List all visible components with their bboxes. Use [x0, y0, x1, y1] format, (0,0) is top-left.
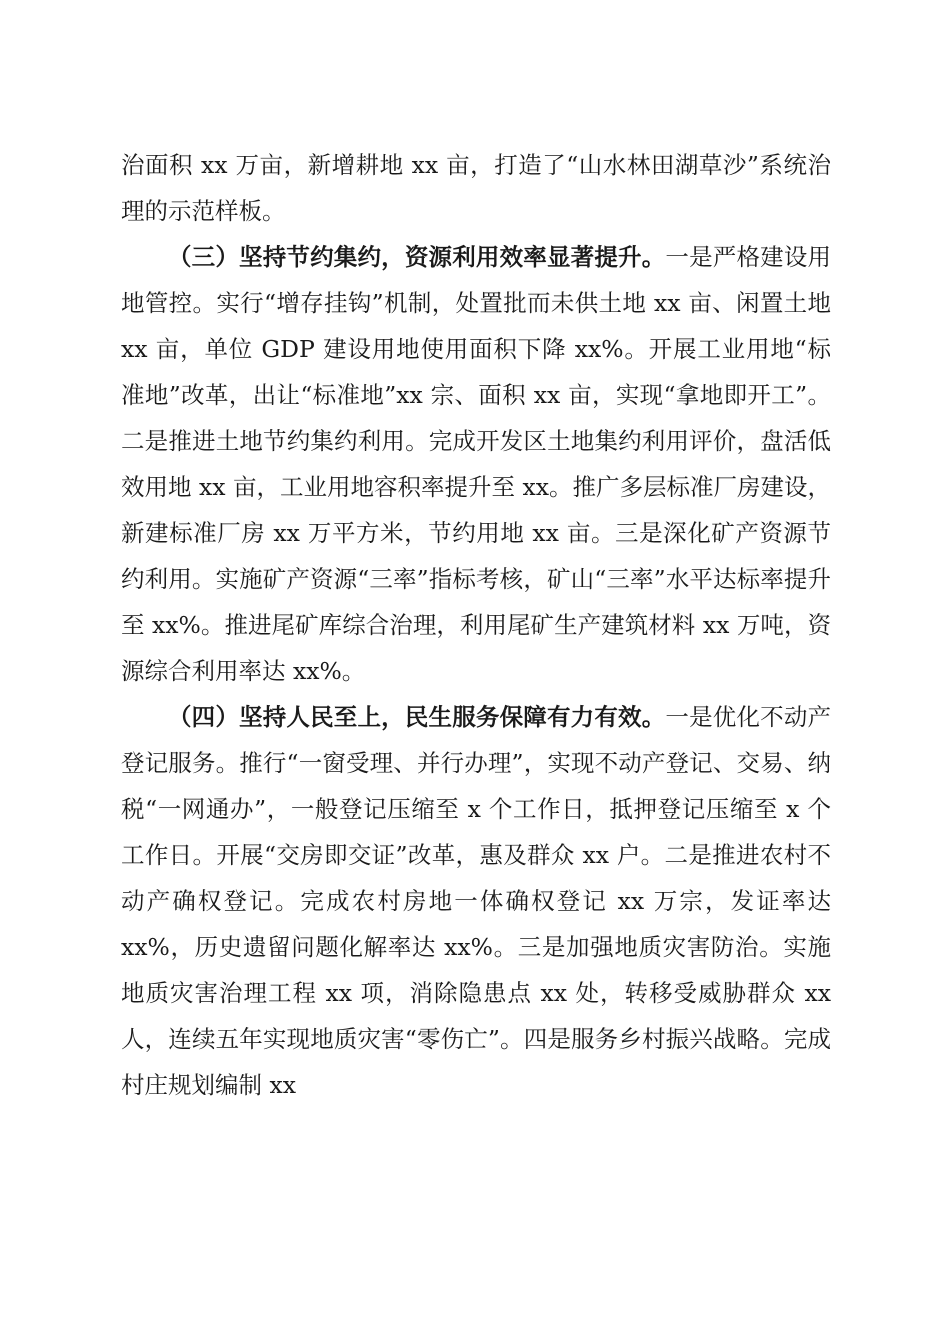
document-body — [121, 142, 831, 1108]
section-heading: （四）坚持人民至上，民生服务保障有力有效。 — [168, 703, 666, 731]
paragraph-continuation — [121, 142, 831, 234]
paragraph-text: 一是优化不动产登记服务。推行“一窗受理、并行办理”，实现不动产登记、交易、纳税“一网通办”，一般登记压缩至 x 个工作日，抵押登记压缩至 x 个工作日。开展“交房即交证”改革，惠及群众 xx 户。二是推进农村不动产确权登记。完成农村房地一体确权登记 xx 万宗，发证率达 xx%，历史遗留问题化解率达 xx%。三是加强地质灾害防治。实施地质灾害治理工程 xx 项，消除隐患点 xx 处，转移受威胁群众 xx 人，连续五年实现地质灾害“零伤亡”。四是服务乡村振兴战略。完成村庄规划编制 xx — [121, 703, 832, 1099]
paragraph-text: 治面积 xx 万亩，新增耕地 xx 亩，打造了“山水林田湖草沙”系统治理的示范样板。 — [121, 151, 831, 225]
paragraph-section-three — [121, 234, 831, 694]
paragraph-section-four — [121, 694, 831, 1108]
paragraph-text: 一是严格建设用地管控。实行“增存挂钩”机制，处置批而未供土地 xx 亩、闲置土地 xx 亩，单位 GDP 建设用地使用面积下降 xx%。开展工业用地“标准地”改革，出让“标准地”xx 宗、面积 xx 亩，实现“拿地即开工”。二是推进土地节约集约利用。完成开发区土地集约利用评价，盘活低效用地 xx 亩，工业用地容积率提升至 xx。推广多层标准厂房建设，新建标准厂房 xx 万平方米，节约用地 xx 亩。三是深化矿产资源节约利用。实施矿产资源“三率”指标考核，矿山“三率”水平达标率提升至 xx%。推进尾矿库综合治理，利用尾矿生产建筑材料 xx 万吨，资源综合利用率达 xx%。 — [121, 243, 832, 685]
section-heading: （三）坚持节约集约，资源利用效率显著提升。 — [168, 243, 666, 271]
